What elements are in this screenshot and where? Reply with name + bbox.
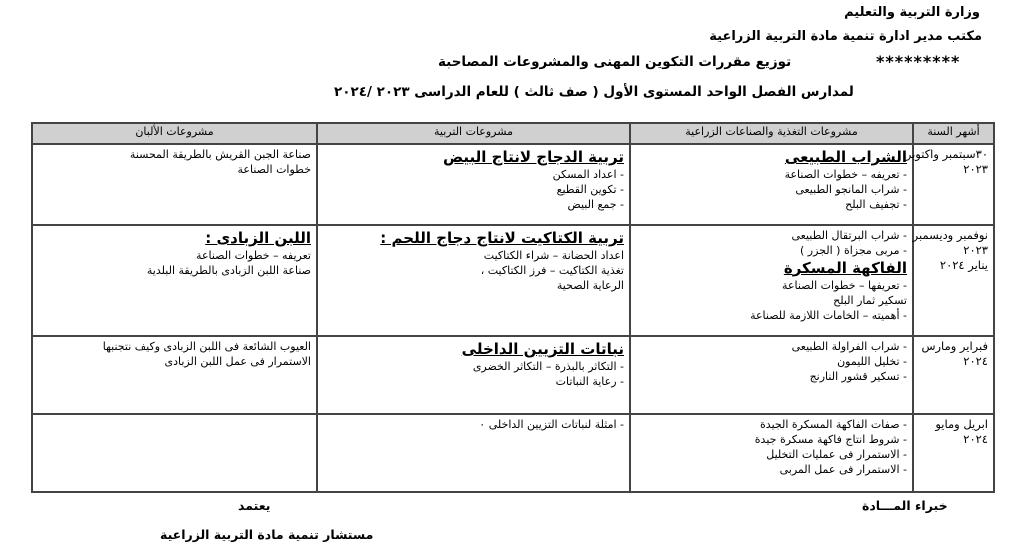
month-line: ٣٠سبتمبر واكتوبر xyxy=(905,147,988,161)
topic-item: - شراب البرتقال الطبيعى xyxy=(636,228,907,243)
separator-stars: ********* xyxy=(876,52,961,71)
topic-item: - أهميته – الخامات اللازمة للصناعة xyxy=(636,308,907,323)
dairy-projects-cell xyxy=(32,225,317,336)
curriculum-table xyxy=(31,122,995,493)
topic-item: - تعريفه – خطوات الصناعة xyxy=(636,167,907,182)
table-row xyxy=(32,144,994,225)
month-line: ٢٠٢٣ xyxy=(963,162,988,176)
food-projects-cell xyxy=(630,336,913,415)
topic-item: - الاستمرار فى عمل المربى xyxy=(636,462,907,477)
col-header-breeding-projects: مشروعات التربية xyxy=(317,123,630,144)
topic-item: - مربى مجزاة ( الجزر ) xyxy=(636,243,907,258)
table-row xyxy=(32,225,994,336)
advisor-title: مستشار تنمية مادة التربية الزراعية xyxy=(160,527,374,542)
topic-heading: الفاكهة المسكرة xyxy=(783,258,907,277)
office-name: مكتب مدير ادارة تنمية مادة التربية الزراعية xyxy=(709,29,982,44)
month-line: نوفمبر وديسمبر xyxy=(912,227,988,242)
topic-item: تسكير ثمار البلح xyxy=(833,293,907,307)
month-cell xyxy=(913,414,994,492)
food-projects-cell xyxy=(630,144,913,225)
topic-item: - جمع البيض xyxy=(323,197,624,212)
food-projects-cell xyxy=(630,414,913,492)
breeding-projects-cell xyxy=(317,144,630,225)
month-line: ٢٠٢٤ xyxy=(963,432,988,447)
table-row xyxy=(32,336,994,415)
topic-item: - تعريفها – خطوات الصناعة xyxy=(636,278,907,293)
month-line: ٢٠٢٤ xyxy=(963,353,988,368)
topic-item: - تكوين القطيع xyxy=(323,182,624,197)
dairy-projects-cell xyxy=(32,144,317,225)
topic-item: خطوات الصناعة xyxy=(237,163,311,176)
topic-item: صناعة الجبن القريش بالطريقة المحسنة xyxy=(129,148,311,161)
topic-item: - شراب المانجو الطبيعى xyxy=(636,182,907,197)
topic-heading: تربية الكتاكيت لانتاج دجاج اللحم : xyxy=(380,228,624,247)
topic-heading: نباتات التزيين الداخلى xyxy=(461,339,624,358)
topic-item: - شراب الفراولة الطبيعى xyxy=(636,339,907,354)
breeding-projects-cell xyxy=(317,414,630,492)
topic-item: - تجفيف البلح xyxy=(636,197,907,212)
col-header-dairy-projects: مشروعات الألبان xyxy=(32,123,317,144)
topic-item: الاستمرار فى عمل اللبن الزبادى xyxy=(164,354,311,368)
dairy-projects-cell xyxy=(32,336,317,415)
dairy-projects-cell xyxy=(32,414,317,492)
document-title: توزيع مقررات التكوين المهنى والمشروعات المصاحبة xyxy=(438,54,792,70)
topic-heading: الشراب الطبيعى xyxy=(784,148,907,166)
month-line: فبراير ومارس xyxy=(921,338,988,353)
month-line: يناير ٢٠٢٤ xyxy=(939,257,988,272)
topic-item: - اعداد المسكن xyxy=(323,167,624,182)
ministry-name: وزارة التربية والتعليم xyxy=(844,5,980,20)
document-subtitle: لمدارس الفصل الواحد المستوى الأول ( صف ثالث ) للعام الدراسى ٢٠٢٣ /٢٠٢٤ xyxy=(334,84,854,100)
table-row xyxy=(32,414,994,492)
topic-item: اعداد الحضانة – شراء الكتاكيت xyxy=(483,248,624,262)
month-line: ابريل ومايو xyxy=(935,417,988,432)
subject-experts-label: خبراء المـــادة xyxy=(862,498,948,513)
month-cell xyxy=(913,336,994,415)
topic-item: - الاستمرار فى عمليات التخليل xyxy=(636,447,907,462)
topic-item: تعريفه – خطوات الصناعة xyxy=(196,248,311,262)
topic-item: العيوب الشائعة فى اللبن الزبادى وكيف نتجنبها xyxy=(102,339,311,353)
topic-item: - امثلة لنباتات التزيين الداخلى ٠ xyxy=(323,417,624,432)
approval-label: يعتمد xyxy=(238,498,271,513)
topic-item: - تخليل الليمون xyxy=(636,354,907,369)
topic-item: الرعاية الصحية xyxy=(556,278,624,292)
topic-item: صناعة اللبن الزبادى بالطريقة البلدية xyxy=(146,263,311,277)
col-header-months: أشهر السنة xyxy=(913,123,994,144)
month-cell xyxy=(905,144,994,225)
topic-item: تغذية الكتاكيت – فرز الكتاكيت ، xyxy=(480,263,624,277)
month-cell xyxy=(913,225,994,336)
topic-item: - صفات الفاكهة المسكرة الجيدة xyxy=(636,417,907,432)
breeding-projects-cell xyxy=(317,336,630,415)
topic-heading: اللبن الزبادى : xyxy=(205,228,311,247)
col-header-food-projects: مشروعات التغذية والصناعات الزراعية xyxy=(630,123,913,144)
table-header-row xyxy=(32,123,994,144)
food-projects-cell xyxy=(630,225,913,336)
table-body xyxy=(32,144,994,492)
topic-item: - رعاية النباتات xyxy=(323,374,624,389)
topic-item: - تسكير قشور النارنج xyxy=(636,369,907,384)
topic-item: - التكاثر بالبذرة – التكاثر الخضرى xyxy=(323,359,624,374)
topic-item: - شروط انتاج فاكهة مسكرة جيدة xyxy=(636,432,907,447)
month-line: ٢٠٢٣ xyxy=(963,242,988,257)
breeding-projects-cell xyxy=(317,225,630,336)
topic-heading: تربية الدجاج لانتاج البيض xyxy=(442,148,624,166)
